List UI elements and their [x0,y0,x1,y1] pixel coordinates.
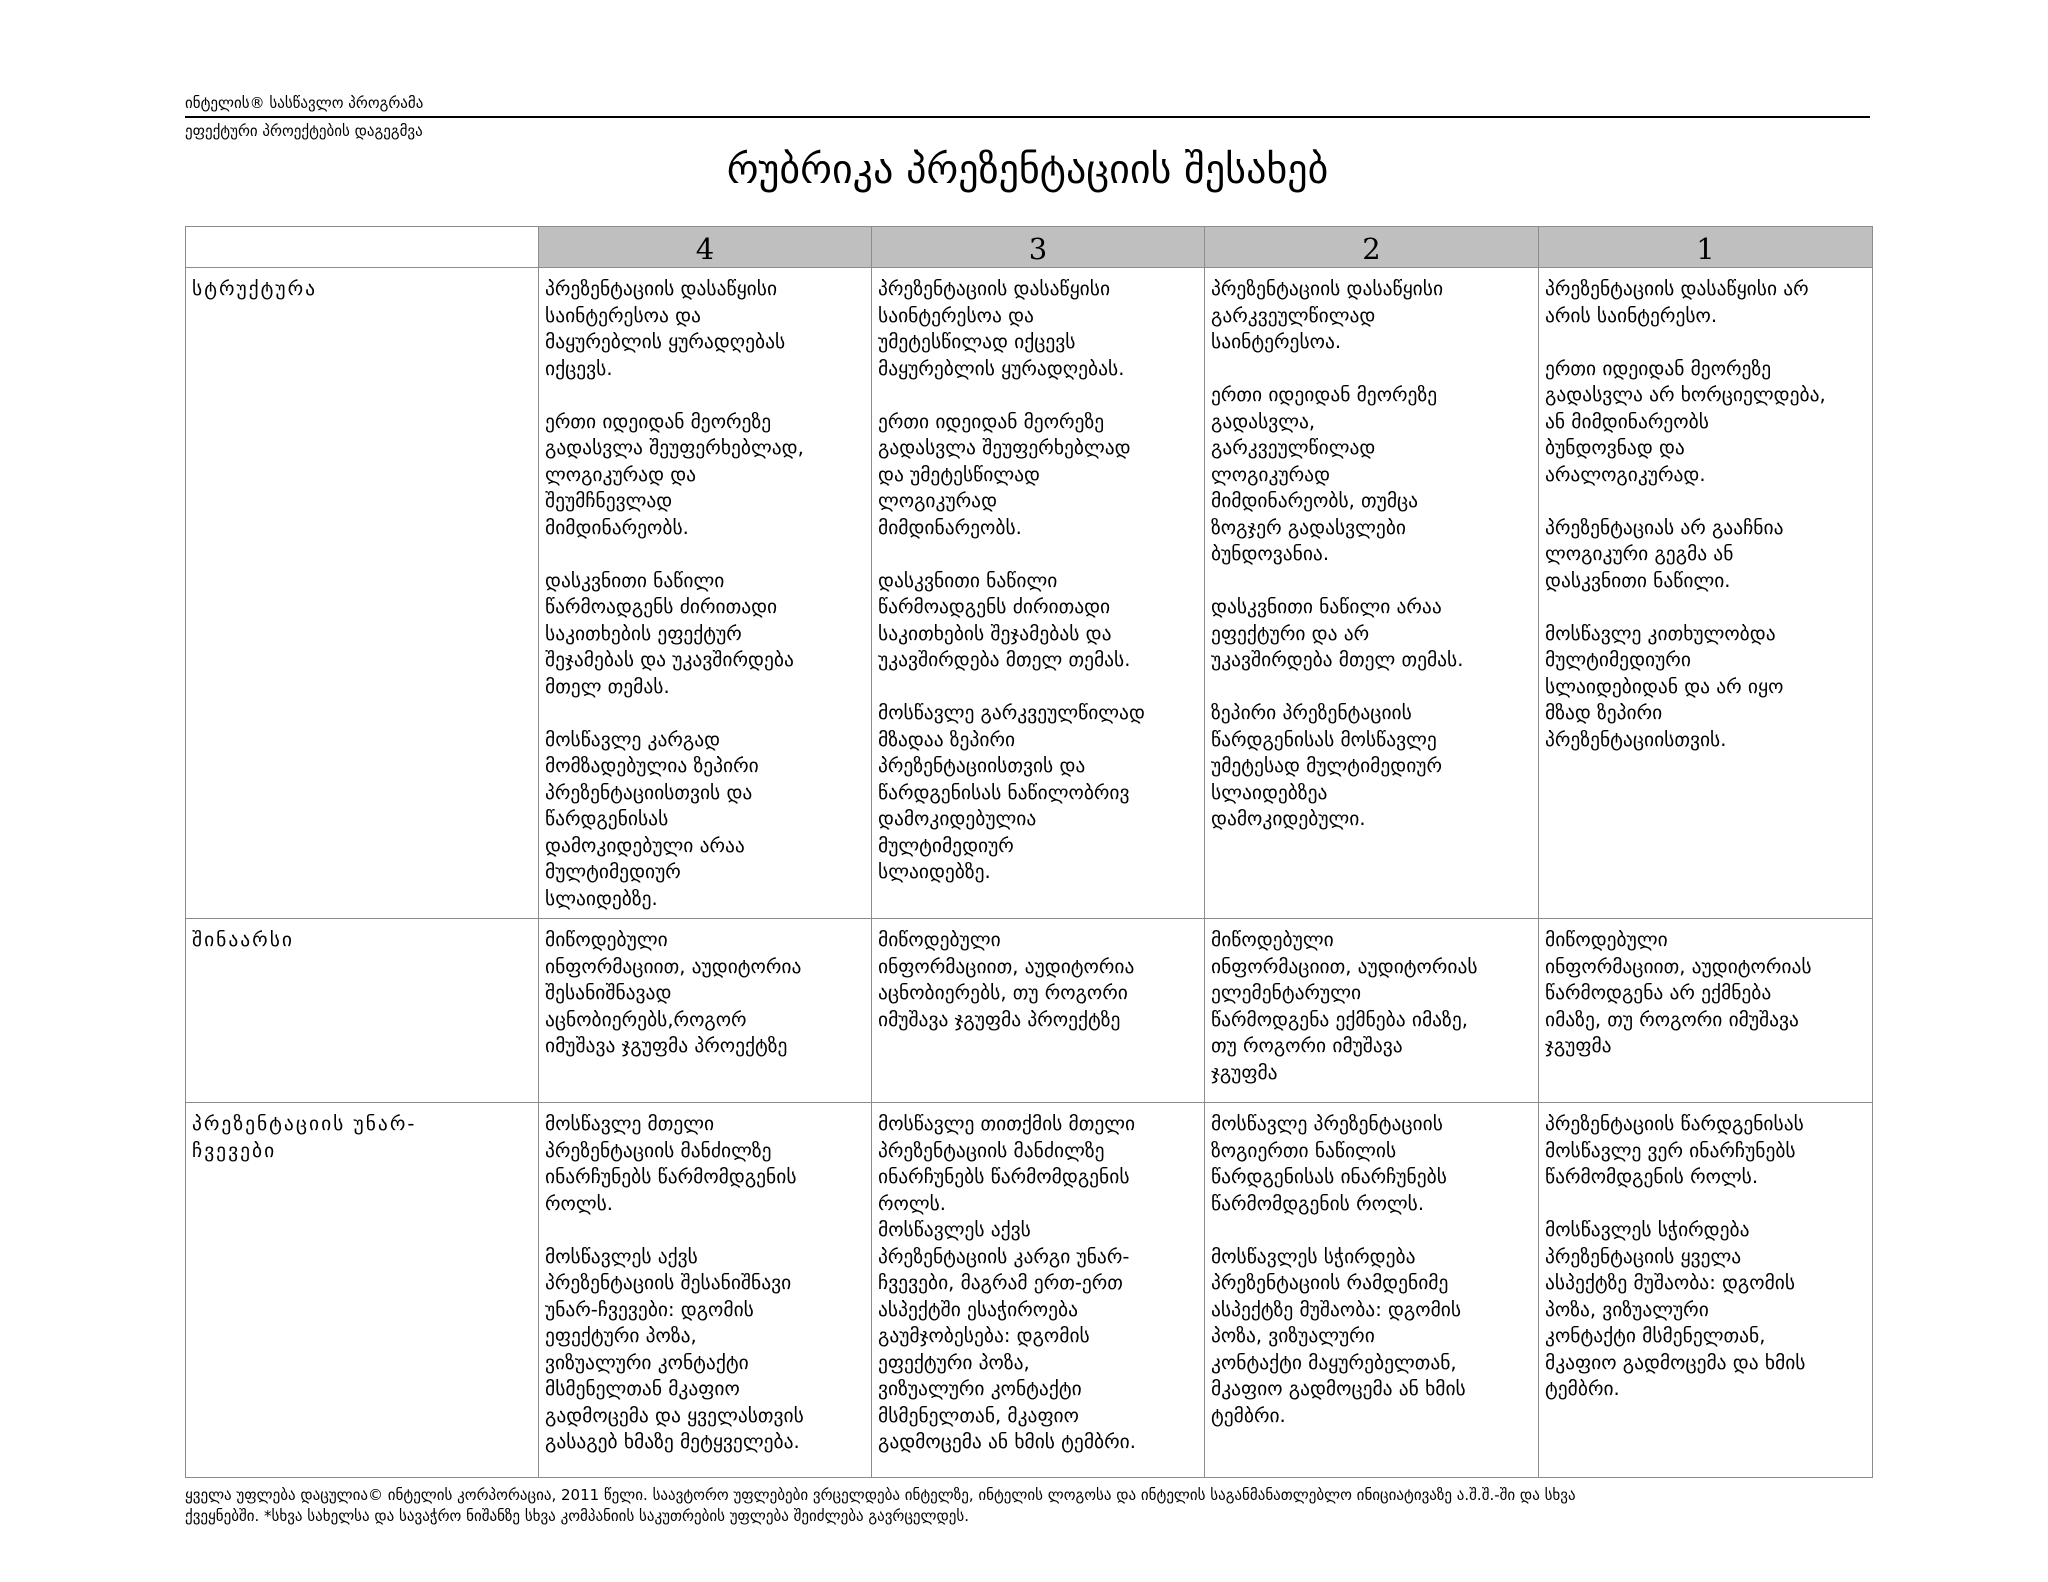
structure-score-1: პრეზენტაციის დასაწყისი არ არის საინტერესო. ერთი იდეიდან მეორეზე გადასვლა არ ხორციელდება, ან მიმდინარეობს ბუნდოვნად და არალოგიკურად. პრეზენტაციას არ გააჩნია ლოგიკური გეგმა ან დასკვნითი ნაწილი. მოსწავლე კითხულობდა მულტიმედიური სლაიდებიდან და არ იყო მზად ზეპირი პრეზენტაციისთვის. [1539,268,1873,919]
table-row-structure [186,268,1873,919]
skills-score-2: მოსწავლე პრეზენტაციის ზოგიერთი ნაწილის წარდგენისას ინარჩუნებს წარმომდგენის როლს. მოსწავლეს სჭირდება პრეზენტაციის რამდენიმე ასპექტზე მუშაობა: დგომის პოზა, ვიზუალური კონტაქტი მაყურებელთან, მკაფიო გადმოცემა ან ხმის ტემბრი. [1205,1103,1539,1478]
score-header-1: 1 [1539,227,1873,268]
table-row-presentation-skills [186,1103,1873,1478]
content-score-1: მიწოდებული ინფორმაციით, აუდიტორიას წარმოდგენა არ ექმნება იმაზე, თუ როგორი იმუშავა ჯგუფმა [1539,919,1873,1103]
skills-score-4: მოსწავლე მთელი პრეზენტაციის მანძილზე ინარჩუნებს წარმომდგენის როლს. მოსწავლეს აქვს პრეზენტაციის შესანიშნავი უნარ-ჩვევები: დგომის ეფექტური პოზა, ვიზუალური კონტაქტი მსმენელთან მკაფიო გადმოცემა და ყველასთვის გასაგებ ხმაზე მეტყველება. [539,1103,872,1478]
score-header-row [186,227,1873,268]
content-score-4: მიწოდებული ინფორმაციით, აუდიტორია შესანიშნავად აცნობიერებს,როგორ იმუშავა ჯგუფმა პროექტზე [539,919,872,1103]
program-name: ინტელის® სასწავლო პროგრამა [185,94,424,112]
row-label-content: შინაარსი [186,919,539,1103]
content-score-3: მიწოდებული ინფორმაციით, აუდიტორია აცნობიერებს, თუ როგორი იმუშავა ჯგუფმა პროექტზე [872,919,1205,1103]
structure-score-2: პრეზენტაციის დასაწყისი გარკვეულწილად საინტერესოა. ერთი იდეიდან მეორეზე გადასვლა, გარკვეულწილად ლოგიკურად მიმდინარეობს, თუმცა ზოგჯერ გადასვლები ბუნდოვანია. დასკვნითი ნაწილი არაა ეფექტური და არ უკავშირდება მთელ თემას. ზეპირი პრეზენტაციის წარდგენისას მოსწავლე უმეტესად მულტიმედიურ სლაიდებზეა დამოკიდებული. [1205,268,1539,919]
footer-line-2: ქვეყნებში. *სხვა სახელსა და სავაჭრო ნიშანზე სხვა კომპანიის საკუთრების უფლება შეიძლება გავრცელდეს. [185,1507,969,1525]
score-header-2: 2 [1205,227,1539,268]
skills-score-3: მოსწავლე თითქმის მთელი პრეზენტაციის მანძილზე ინარჩუნებს წარმომდგენის როლს. მოსწავლეს აქვს პრეზენტაციის კარგი უნარ- ჩვევები, მაგრამ ერთ-ერთ ასპექტში ესაჭიროება გაუმჯობესება: დგომის ეფექტური პოზა, ვიზუალური კონტაქტი მსმენელთან, მკაფიო გადმოცემა ან ხმის ტემბრი. [872,1103,1205,1478]
footer-line-1: ყველა უფლება დაცულია© ინტელის კორპორაცია, 2011 წელი. საავტორო უფლებები ვრცელდება ინტელზე, ინტელის ლოგოსა და ინტელის საგანმანათლებლო ინიციატივაზე ა.შ.შ.-ში და სხვა [185,1486,1576,1504]
score-header-4: 4 [539,227,872,268]
structure-score-4: პრეზენტაციის დასაწყისი საინტერესოა და მაყურებლის ყურადღებას იქცევს. ერთი იდეიდან მეორეზე გადასვლა შეუფერხებლად, ლოგიკურად და შეუმჩნევლად მიმდინარეობს. დასკვნითი ნაწილი წარმოადგენს ძირითადი საკითხების ეფექტურ შეჯამებას და უკავშირდება მთელ თემას. მოსწავლე კარგად მომზადებულია ზეპირი პრეზენტაციისთვის და წარდგენისას დამოკიდებული არაა მულტიმედიურ სლაიდებზე. [539,268,872,919]
page-header [185,92,1870,142]
row-label-presentation-skills: პრეზენტაციის უნარ- ჩვევები [186,1103,539,1478]
course-name: ეფექტური პროექტების დაგეგმვა [185,122,423,140]
score-header-3: 3 [872,227,1205,268]
rubric-table [185,226,1873,1478]
content-score-2: მიწოდებული ინფორმაციით, აუდიტორიას ელემენტარული წარმოდგენა ექმნება იმაზე, თუ როგორი იმუშავა ჯგუფმა [1205,919,1539,1103]
row-label-structure: სტრუქტურა [186,268,539,919]
structure-score-3: პრეზენტაციის დასაწყისი საინტერესოა და უმეტესწილად იქცევს მაყურებლის ყურადღებას. ერთი იდეიდან მეორეზე გადასვლა შეუფერხებლად და უმეტესწილად ლოგიკურად მიმდინარეობს. დასკვნითი ნაწილი წარმოადგენს ძირითადი საკითხების შეჯამებას და უკავშირდება მთელ თემას. მოსწავლე გარკვეულწილად მზადაა ზეპირი პრეზენტაციისთვის და წარდგენისას ნაწილობრივ დამოკიდებულია მულტიმედიურ სლაიდებზე. [872,268,1205,919]
skills-score-1: პრეზენტაციის წარდგენისას მოსწავლე ვერ ინარჩუნებს წარმომდგენის როლს. მოსწავლეს სჭირდება პრეზენტაციის ყველა ასპექტზე მუშაობა: დგომის პოზა, ვიზუალური კონტაქტი მსმენელთან, მკაფიო გადმოცემა და ხმის ტემბრი. [1539,1103,1873,1478]
copyright-footer [185,1485,1875,1527]
table-row-content [186,919,1873,1103]
header-divider [185,116,1870,118]
page-title: რუბრიკა პრეზენტაციის შესახებ [726,147,1329,193]
header-corner-cell [186,227,539,268]
